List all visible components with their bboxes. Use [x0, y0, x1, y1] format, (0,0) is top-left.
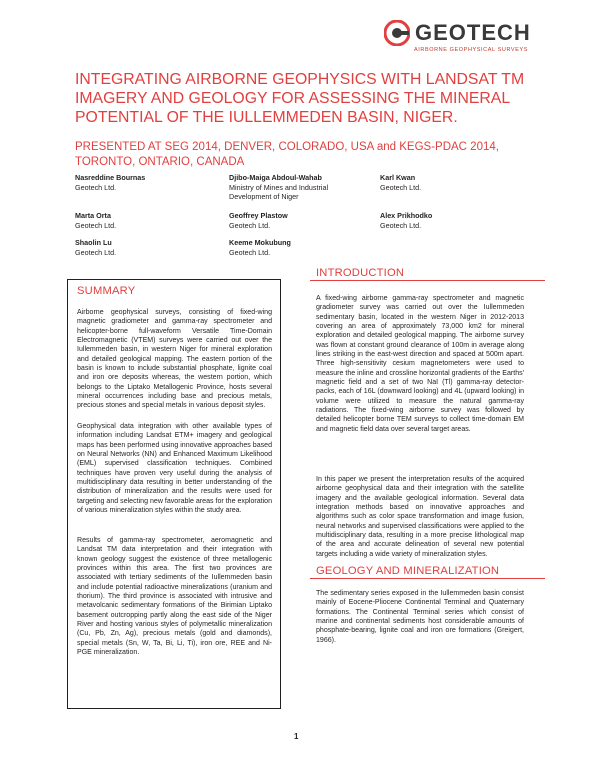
author-name: Geoffrey Plastow — [229, 211, 288, 220]
author-affiliation: Geotech Ltd. — [380, 220, 422, 230]
author-block — [229, 173, 357, 202]
introduction-paragraph: A fixed-wing airborne gamma-ray spectrometer and magnetic gradiometer survey was carried out over the Iullemmeden sedimentary basin, located in the western Niger in 2012-2013 covering an area of approximately 73,000 km2 for mineral exploration and detailed geological mapping. The airborne survey was flown at constant ground clearance of 100m in average along lines striking in the east-west direction and spaced at 500m apart. Three high-sensitivity cesium magnetometers were used to measure the inline and crossline horizontal gradients of the Earths' magnetic field and a set of two NaI (Tl) gamma-ray detector-packs, each of 16L (downward looking) and 4L (upward looking) in volume were utilized to measure the natural gamma-ray radiations. The fixed-wing airborne survey was followed by detailed helicopter borne TEM surveys to collect time-domain EM and magnetic field data over several target areas. — [316, 295, 524, 433]
geotech-globe-icon — [384, 20, 410, 46]
introduction-paragraph: In this paper we present the interpretation results of the acquired airborne geophysical data and their integration with the satellite imagery and the available geological information. Several data integration methods based on innovative approaches and algorithms such as color space transformation and image fusion, neural networks and supervised classifications were applied to the multidisciplinary data, resulting in a more precise lithological map of the area and accurate delineation of several new potential targets including a wide variety of mineralization styles. — [316, 476, 524, 558]
author-affiliation: Ministry of Mines and Industrial Development of Niger — [229, 182, 329, 201]
summary-paragraph: Geophysical data integration with other available types of information including Landsat ETM+ imagery and geological maps has been performed using innovative approaches based on Neural Networks (NN) and Enhanced Maximum Likelihood (EML) supervised classification techniques. Combined techniques have proven very useful during the analysis of multidisciplinary data resulting in better understanding of the distribution of mineralization and the results were used for targeting and selecting new favorable areas for the exploration of various mineralization styles within the study area. — [77, 423, 272, 515]
author-block — [75, 211, 205, 230]
author-block — [229, 238, 359, 257]
author-block — [380, 211, 510, 230]
logo-name: GEOTECH — [415, 20, 531, 45]
author-affiliation: Geotech Ltd. — [75, 182, 117, 192]
author-name: Alex Prikhodko — [380, 211, 433, 220]
summary-heading: SUMMARY — [77, 285, 136, 297]
author-block — [75, 238, 205, 257]
author-affiliation: Geotech Ltd. — [229, 220, 271, 230]
geotech-logo — [384, 20, 554, 56]
author-affiliation: Geotech Ltd. — [229, 247, 271, 257]
geology-paragraph: The sedimentary series exposed in the Iullemmeden basin consist mainly of Eocene-Pliocene Continental Terminal and Quaternary formations. The Continental Terminal series which consist of marine and continental sediments host considerable amounts of phosphate-bearing, lignite coal and iron ore formations (Greigert, 1966). — [316, 590, 524, 644]
author-name: Marta Orta — [75, 211, 111, 220]
summary-paragraph: Airborne geophysical surveys, consisting of fixed-wing magnetic gradiometer and gamma-ray spectrometer and helicopter-borne full-waveform Versatile Time-Domain Electromagnetic (VTEM) surveys were carried out over the Iullemmeden basin, in western Niger for mineral exploration and detailed geological mapping. The eastern portion of the basin is known to include substantial phosphate, lignite coal and iron ore deposits whereas, the western portion, which belongs to the Liptako Metallogenic Province, hosts several mineral occurrences including base and precious metals, precious stones and special metals in various deposit styles. — [77, 309, 272, 410]
section-divider — [310, 578, 545, 579]
author-name: Shaolin Lu — [75, 238, 112, 247]
paper-title: INTEGRATING AIRBORNE GEOPHYSICS WITH LANDSAT TM IMAGERY AND GEOLOGY FOR ASSESSING THE MINERAL POTENTIAL OF THE IULLEMMEDEN BASIN, NIGER. — [75, 71, 525, 126]
introduction-heading: INTRODUCTION — [316, 267, 405, 279]
page-number: 1 — [294, 732, 299, 741]
paper-subtitle: PRESENTED AT SEG 2014, DENVER, COLORADO, USA and KEGS-PDAC 2014, TORONTO, ONTARIO, CANADA — [75, 141, 499, 168]
summary-paragraph: Results of gamma-ray spectrometer, aeromagnetic and Landsat TM data interpretation and their integration with known geology suggest the existence of three metallogenic provinces within this area. The first two provinces are associated with tertiary sediments of the Iullemmeden basin and include potential radioactive mineralizations (uranium and thorium). The third province is associated with intrusive and metavolcanic sedimentary formations of the Birimian Liptako basement outcropping partly along the east side of the Niger River and hosting various styles of polymetallic mineralization (Cu, Pb, Zn, Ag), precious metals (gold and diamonds), special metals (Sn, W, Ta, Bi, Li, Ti), iron ore, REE and Ni-PGE mineralization. — [77, 537, 272, 657]
author-name: Djibo-Maiga Abdoul-Wahab — [229, 173, 322, 182]
author-block — [380, 173, 510, 192]
author-name: Nasreddine Bournas — [75, 173, 146, 182]
author-block — [229, 211, 359, 230]
logo-tagline: AIRBORNE GEOPHYSICAL SURVEYS — [414, 47, 528, 53]
author-name: Karl Kwan — [380, 173, 416, 182]
author-name: Keeme Mokubung — [229, 238, 291, 247]
author-block — [75, 173, 205, 192]
author-affiliation: Geotech Ltd. — [380, 182, 422, 192]
author-affiliation: Geotech Ltd. — [75, 220, 117, 230]
section-divider — [310, 280, 545, 281]
author-affiliation: Geotech Ltd. — [75, 247, 117, 257]
geology-heading: GEOLOGY AND MINERALIZATION — [316, 565, 500, 577]
